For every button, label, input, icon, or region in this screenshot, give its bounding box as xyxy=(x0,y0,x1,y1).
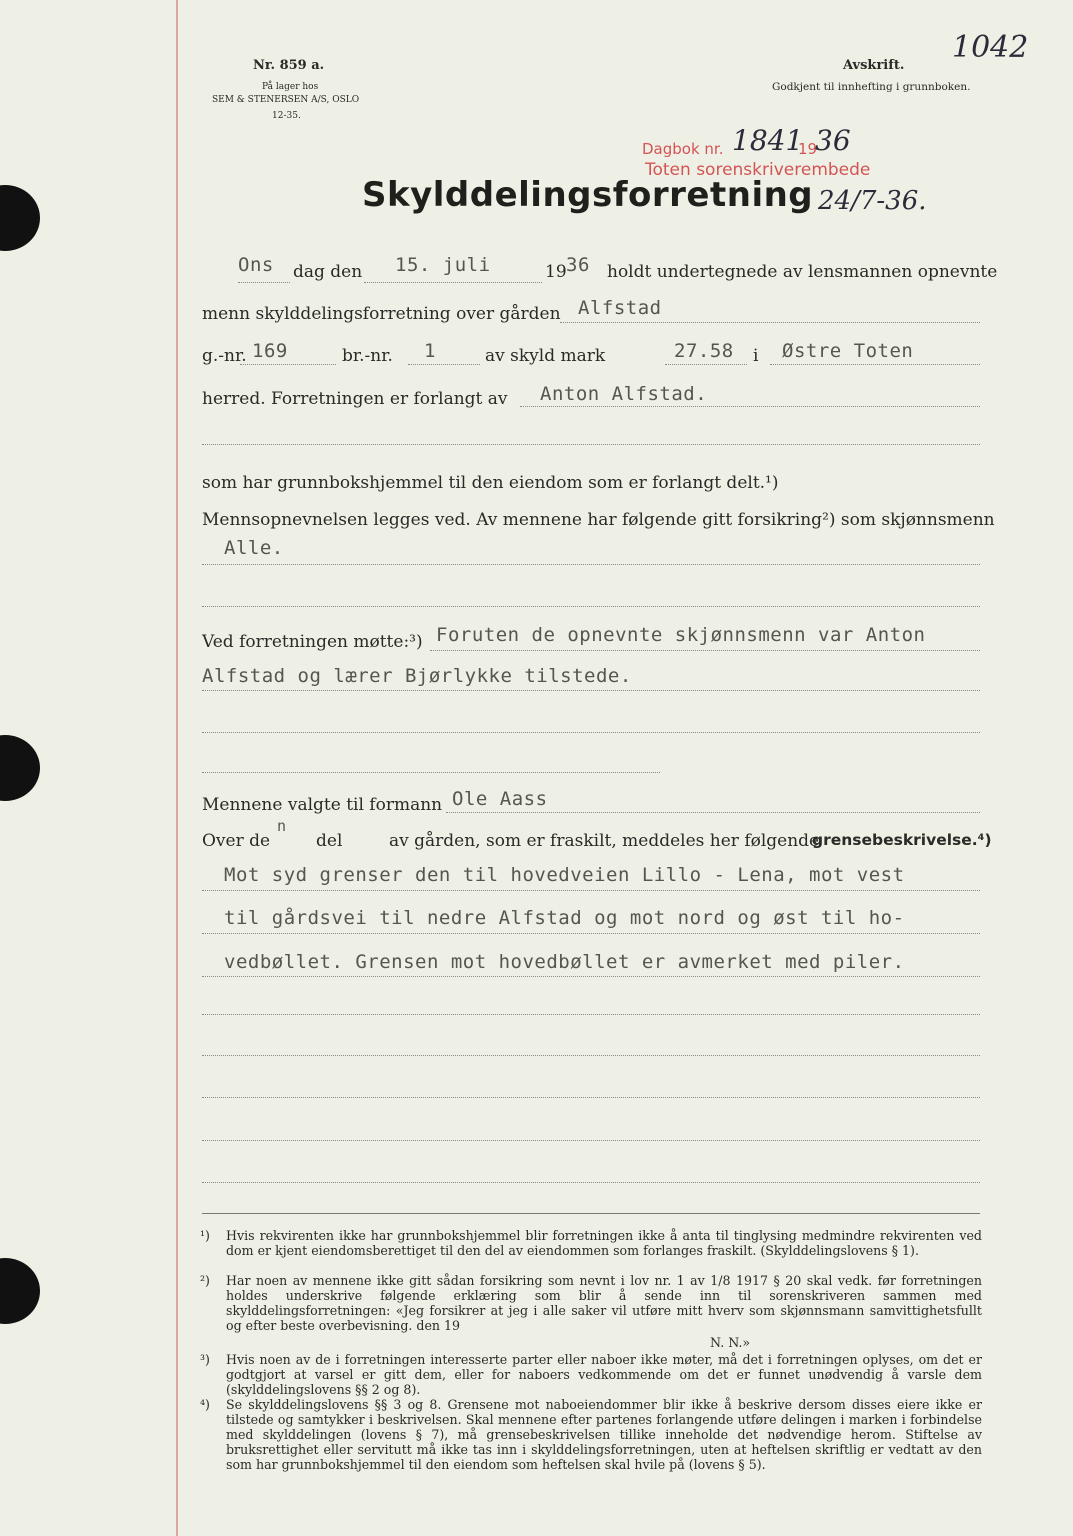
municipality-value: Østre Toten xyxy=(782,340,914,362)
dotted-line xyxy=(520,406,980,407)
punch-hole xyxy=(0,185,40,251)
publisher-line1: På lager hos xyxy=(262,82,319,92)
copy-label: Avskrift. xyxy=(843,58,905,73)
formann-label: Mennene valgte til formann xyxy=(202,795,443,815)
men-text: menn skylddelingsforretning over gården xyxy=(202,304,561,324)
brnr-label: br.-nr. xyxy=(342,346,393,366)
day-label: dag den xyxy=(293,262,363,282)
grense-line1: Mot syd grenser den til hovedveien Lillo - Lena, mot vest xyxy=(224,864,905,886)
gnr-label: g.-nr. xyxy=(202,346,247,366)
hjemmel-text: som har grunnbokshjemmel til den eiendom som er forlangt delt.¹) xyxy=(202,473,779,493)
grense-line3: vedbøllet. Grensen mot hovedbøllet er avmerket med piler. xyxy=(224,951,905,973)
formann-value: Ole Aass xyxy=(452,788,548,810)
dotted-line xyxy=(202,1014,980,1015)
i-label: i xyxy=(753,346,759,366)
stamp-year: 36 xyxy=(815,124,851,157)
punch-hole xyxy=(0,735,40,801)
gnr-value: 169 xyxy=(252,340,288,362)
forsikring-value: Alle. xyxy=(224,537,284,559)
footnote-separator xyxy=(202,1213,980,1214)
dotted-line xyxy=(202,690,980,691)
footnote-1: ¹) Hvis rekvirenten ikke har grunnbokshjemmel blir forretningen ikke å anta til tinglysing medmindre rekvirenten ved dom er kjent eiendomsberettiget til den del av eiendommen som forlanges fraskilt. (Skylddelingslovens § 1). xyxy=(200,1228,982,1258)
motte-line2: Alfstad og lærer Bjørlykke tilstede. xyxy=(202,665,632,687)
requested-by-value: Anton Alfstad. xyxy=(540,383,708,405)
skyld-value: 27.58 xyxy=(674,340,734,362)
dotted-line xyxy=(202,772,660,773)
dotted-line xyxy=(665,364,747,365)
dotted-line xyxy=(238,282,290,283)
footnote-4: ⁴) Se skylddelingslovens §§ 3 og 8. Grensene mot naboeiendommer blir ikke å beskrive dersom disses eiere ikke er tilstede og samtykker i beskrivelsen. Skal mennene efter partenes forlangende utføre delingen i marken i forbindelse med skylddelingen (lovens § 7), må grensebeskrivelsen tillike inneholde det nødvendige herom. Stiftelse av bruksrettighet eller servitutt må ikke tas inn i skylddelingsforretningen, uten at heftelsen skriftlig er vedtatt av den som har grunnbokshjemmel til den eiendom som heftelsen skal hvile på (lovens § 5). xyxy=(200,1397,982,1472)
dotted-line xyxy=(202,976,980,977)
over-sup: n xyxy=(277,817,287,835)
herred-text: herred. Forretningen er forlangt av xyxy=(202,389,508,409)
dotted-line xyxy=(202,732,980,733)
grense-line2: til gårdsvei til nedre Alfstad og mot nord og øst til ho- xyxy=(224,907,905,929)
over-label: Over de xyxy=(202,831,271,851)
year-value: 36 xyxy=(566,254,590,276)
dotted-line xyxy=(202,1055,980,1056)
dotted-line xyxy=(364,282,542,283)
punch-hole xyxy=(0,1258,40,1324)
dagbok-label: Dagbok nr. xyxy=(642,140,724,158)
dotted-line xyxy=(560,322,980,323)
dotted-line xyxy=(202,1097,980,1098)
year-prefix: 19 xyxy=(545,262,567,282)
dotted-line xyxy=(202,606,980,607)
del-label: del xyxy=(316,831,343,851)
motte-label: Ved forretningen møtte:³) xyxy=(202,632,423,652)
margin-line xyxy=(176,0,178,1536)
dotted-line xyxy=(202,444,980,445)
dotted-line xyxy=(430,650,980,651)
dotted-line xyxy=(202,1182,980,1183)
opnevnelse-text: Mennsopnevnelsen legges ved. Av mennene har følgende gitt forsikring²) som skjønnsmenn xyxy=(202,510,995,530)
form-number: Nr. 859 a. xyxy=(253,58,325,73)
dagbok-value: 1841 xyxy=(732,124,804,157)
held-text: holdt undertegnede av lensmannen opnevnte xyxy=(607,262,998,282)
footnote-2: ²) Har noen av mennene ikke gitt sådan forsikring som nevnt i lov nr. 1 av 1/8 1917 § 20 skal vedk. før forretningen holdes underskrive følgende erklæring som blir å sende inn til sorenskriveren sammen med skylddelingsforretningen: «Jeg forsikrer at jeg i alle saker vil utføre mitt hverv som skjønnsmann samvittighetsfullt og efter beste overbevisning. den 19 xyxy=(200,1273,982,1333)
dotted-line xyxy=(202,1140,980,1141)
page-number-handwritten: 1042 xyxy=(952,30,1029,65)
handwritten-date: 24/7-36. xyxy=(818,186,927,216)
farm-value: Alfstad xyxy=(578,297,662,319)
weekday-value: Ons xyxy=(238,254,274,276)
publisher-line2: SEM & STENERSEN A/S, OSLO xyxy=(212,95,360,105)
brnr-value: 1 xyxy=(424,340,436,362)
dotted-line xyxy=(770,364,980,365)
dotted-line xyxy=(446,812,980,813)
grense-label: grensebeskrivelse.⁴) xyxy=(812,831,992,849)
document-title: Skylddelingsforretning xyxy=(362,175,814,215)
dotted-line xyxy=(202,933,980,934)
stamp-year-prefix: 19 xyxy=(798,140,818,158)
dotted-line xyxy=(202,564,980,565)
dotted-line xyxy=(240,364,336,365)
fraskilt-text: av gården, som er fraskilt, meddeles her følgende xyxy=(389,831,820,851)
date-value: 15. juli xyxy=(395,254,491,276)
motte-line1: Foruten de opnevnte skjønnsmenn var Anton xyxy=(436,624,926,646)
dotted-line xyxy=(202,890,980,891)
dotted-line xyxy=(408,364,480,365)
footnote-2-signature: N. N.» xyxy=(710,1335,751,1350)
approval-text: Godkjent til innhefting i grunnboken. xyxy=(772,81,971,93)
stamp-office: Toten sorenskriverembede xyxy=(645,160,871,180)
footnote-3: ³) Hvis noen av de i forretningen interesserte parter eller naboer ikke møter, må det i forretningen oplyses, om det er godtgjort at varsel er gitt dem, eller for naboers vedkommende om det er funnet unødvendig å varsle dem (skylddelingslovens §§ 2 og 8). xyxy=(200,1352,982,1397)
publisher-line3: 12-35. xyxy=(272,111,301,121)
skyld-label: av skyld mark xyxy=(485,346,606,366)
